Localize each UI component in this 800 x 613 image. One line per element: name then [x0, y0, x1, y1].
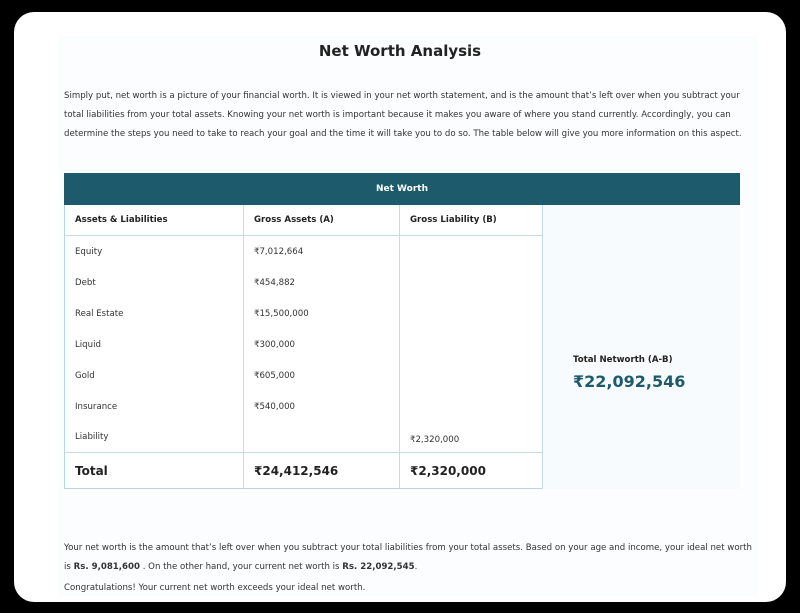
summary-paragraph — [64, 539, 754, 577]
total-label: Total — [65, 453, 244, 489]
summary-text-2: . On the other hand, your current net worth is — [139, 562, 343, 572]
row-label: Gold — [65, 360, 244, 391]
ideal-networth-value: Rs. 9,081,600 — [73, 562, 140, 572]
table-row — [65, 422, 543, 453]
net-worth-table — [64, 173, 740, 489]
row-liability — [400, 236, 543, 267]
row-label: Real Estate — [65, 298, 244, 329]
total-liability: ₹2,320,000 — [400, 453, 543, 489]
row-liability — [400, 391, 543, 422]
row-liability — [400, 267, 543, 298]
summary-text-3: . — [414, 562, 418, 572]
row-liability — [400, 360, 543, 391]
row-label: Liquid — [65, 329, 244, 360]
table-row — [65, 298, 543, 329]
row-liability — [400, 329, 543, 360]
page-title: Net Worth Analysis — [318, 42, 482, 60]
column-header-assets-liabilities: Assets & Liabilities — [65, 205, 244, 235]
column-header-row — [65, 205, 543, 236]
row-assets: ₹454,882 — [244, 267, 400, 298]
intro-paragraph: Simply put, net worth is a picture of your financial worth. It is viewed in your net worth statement, and is the amount that’s left over when you subtract your total liabilities from your total assets. Knowing your net worth is important because it makes you aware of where you stand currently. Accordingly, you can determine the steps you need to take to reach your goal and the time it will take you to do so. The table below will give you more information on this aspect. — [64, 91, 742, 139]
table-grid — [65, 205, 543, 489]
row-assets: ₹540,000 — [244, 391, 400, 422]
row-assets — [244, 422, 400, 452]
table-header: Net Worth — [64, 173, 740, 205]
row-assets: ₹300,000 — [244, 329, 400, 360]
table-row — [65, 329, 543, 360]
row-label: Insurance — [65, 391, 244, 422]
table-row — [65, 360, 543, 391]
congratulations-message: Congratulations! Your current net worth exceeds your ideal net worth. — [64, 583, 366, 593]
summary-text-1: Your net worth is the amount that’s left over when you subtract your total liabilities from your total assets. Based on your age and income, your ideal net worth is — [64, 543, 752, 572]
table-row — [65, 391, 543, 422]
row-liability — [400, 298, 543, 329]
row-label: Liability — [65, 422, 244, 452]
current-networth-value: Rs. 22,092,545 — [342, 562, 415, 572]
column-header-gross-assets: Gross Assets (A) — [244, 205, 400, 235]
report-card — [14, 12, 786, 602]
row-assets: ₹15,500,000 — [244, 298, 400, 329]
networth-panel — [543, 205, 740, 489]
networth-label: Total Networth (A-B) — [573, 355, 673, 365]
total-assets: ₹24,412,546 — [244, 453, 400, 489]
row-label: Equity — [65, 236, 244, 267]
networth-value: ₹22,092,546 — [573, 372, 686, 391]
row-assets: ₹7,012,664 — [244, 236, 400, 267]
column-header-gross-liability: Gross Liability (B) — [400, 205, 543, 235]
table-row — [65, 267, 543, 298]
row-label: Debt — [65, 267, 244, 298]
row-liability: ₹2,320,000 — [400, 422, 543, 452]
row-assets: ₹605,000 — [244, 360, 400, 391]
table-row — [65, 236, 543, 267]
total-row — [65, 453, 543, 489]
